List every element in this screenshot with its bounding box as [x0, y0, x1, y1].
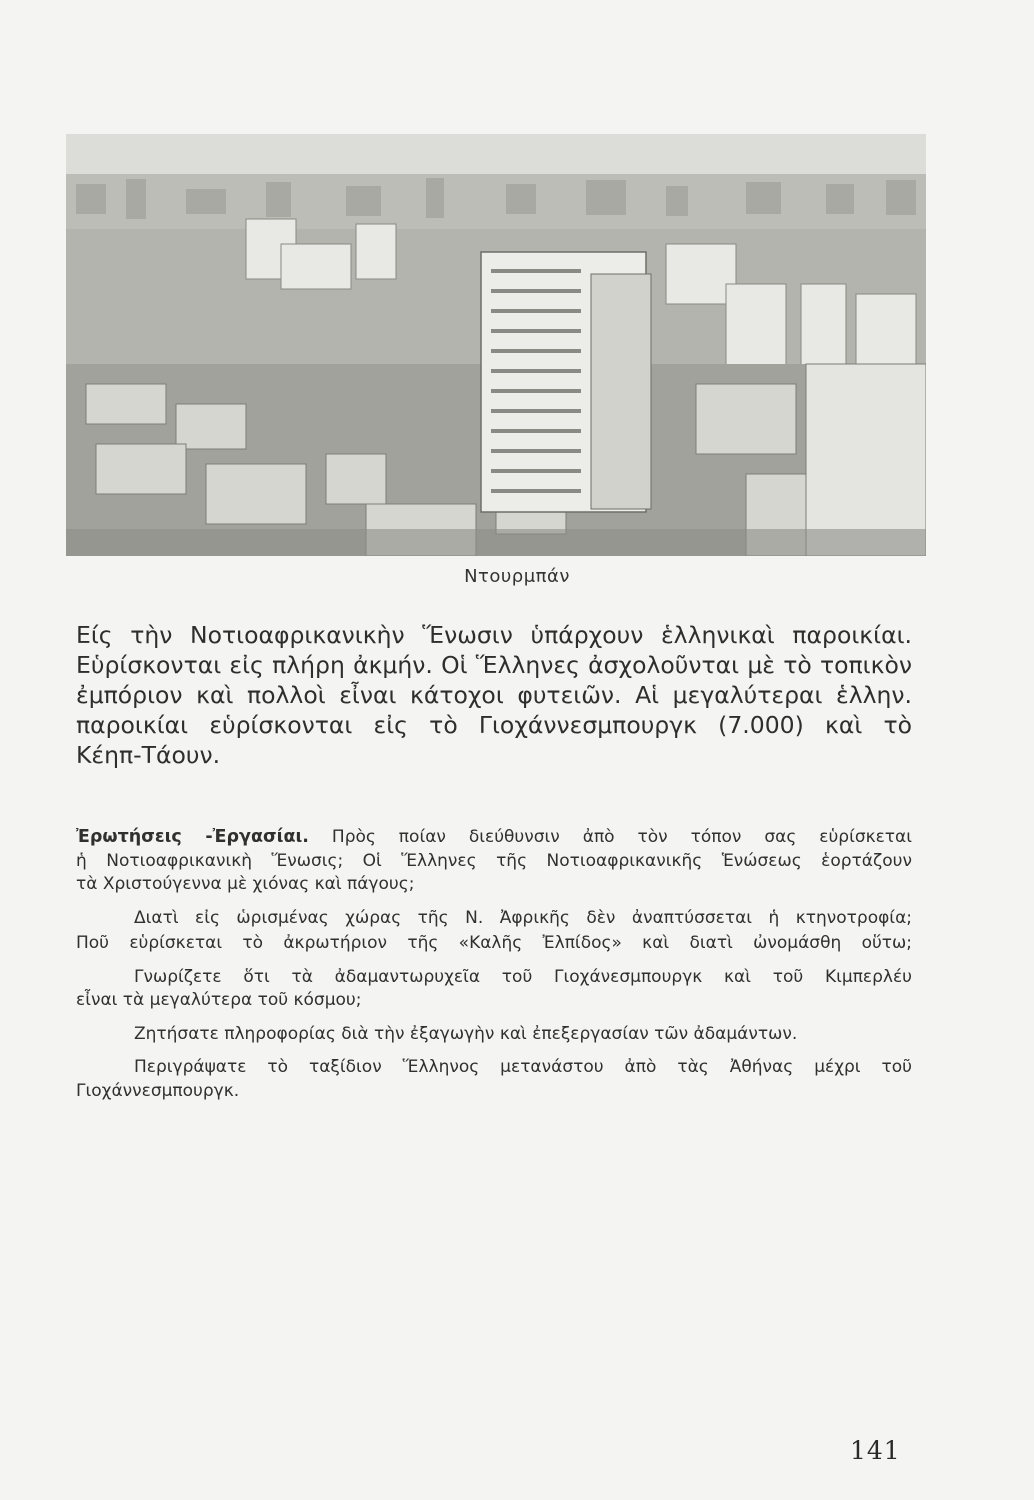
questions-section: [76, 826, 912, 1113]
paragraph-line: παροικίαι εὑρίσκονται εἰς τὸ Γιοχάννεσμπουργκ (7.000) καὶ τὸ: [76, 711, 912, 739]
question-3: [76, 932, 912, 956]
question-line: Περιγράψατε τὸ ταξίδιον Ἕλληνος μετανάστου ἀπὸ τὰς Ἀθήνας μέχρι τοῦ: [134, 1057, 912, 1077]
paragraph-line: Κέηπ-Τάουν.: [76, 741, 221, 769]
question-2: [76, 907, 912, 931]
paragraph-line: ἐμπόριον καὶ πολλοὶ εἶναι κάτοχοι φυτειῶν. Αἱ μεγαλύτεραι ἑλλην.: [76, 681, 912, 709]
question-line: Γνωρίζετε ὅτι τὰ ἀδαμαντωρυχεῖα τοῦ Γιοχάνεσμπουργκ καὶ τοῦ Κιμπερλέυ: [134, 966, 912, 987]
photo-caption: Ντουρμπάν: [464, 566, 570, 587]
question-line: εἶναι τὰ μεγαλύτερα τοῦ κόσμου;: [76, 990, 362, 1010]
question-line: Ποῦ εὑρίσκεται τὸ ἀκρωτήριον τῆς «Καλῆς Ἐλπίδος» καὶ διατὶ ὠνομάσθη οὕτω;: [76, 933, 912, 953]
question-line: Διατὶ εἰς ὡρισμένας χώρας τῆς Ν. Ἀφρικῆς δὲν ἀναπτύσσεται ἡ κτηνοτροφία;: [134, 907, 912, 928]
question-line: Πρὸς ποίαν διεύθυνσιν ἀπὸ τὸν τόπον σας εὑρίσκεται: [331, 827, 912, 847]
body-paragraph: [76, 620, 912, 770]
question-1: [76, 826, 912, 897]
question-5: [76, 1023, 912, 1047]
question-line: Ζητήσατε πληροφορίας διὰ τὴν ἐξαγωγὴν καὶ ἐπεξεργασίαν τῶν ἀδαμάντων.: [134, 1023, 798, 1044]
questions-heading: Ἐρωτήσεις -Ἐργασίαι.: [76, 827, 309, 847]
question-line: ἡ Νοτιοαφρικανικὴ Ἕνωσις; Οἱ Ἕλληνες τῆς Νοτιοαφρικανικῆς Ἑνώσεως ἑορτάζουν: [76, 850, 912, 871]
paragraph-line: Εὑρίσκονται εἰς πλήρη ἀκμήν. Οἱ Ἕλληνες ἀσχολοῦνται μὲ τὸ τοπικὸν: [76, 651, 912, 679]
question-line: Γιοχάννεσμπουργκ.: [76, 1080, 240, 1101]
question-line: τὰ Χριστούγεννα μὲ χιόνας καὶ πάγους;: [76, 874, 415, 894]
paragraph-line: Είς τὴν Νοτιοαφρικανικὴν Ἕνωσιν ὑπάρχουν ἑλληνικαὶ παροικίαι.: [76, 621, 912, 649]
city-skyline-icon: [66, 134, 926, 556]
question-4: [76, 966, 912, 1013]
city-photo: [66, 134, 926, 556]
question-6: [76, 1056, 912, 1103]
page-number: 141: [850, 1436, 901, 1465]
